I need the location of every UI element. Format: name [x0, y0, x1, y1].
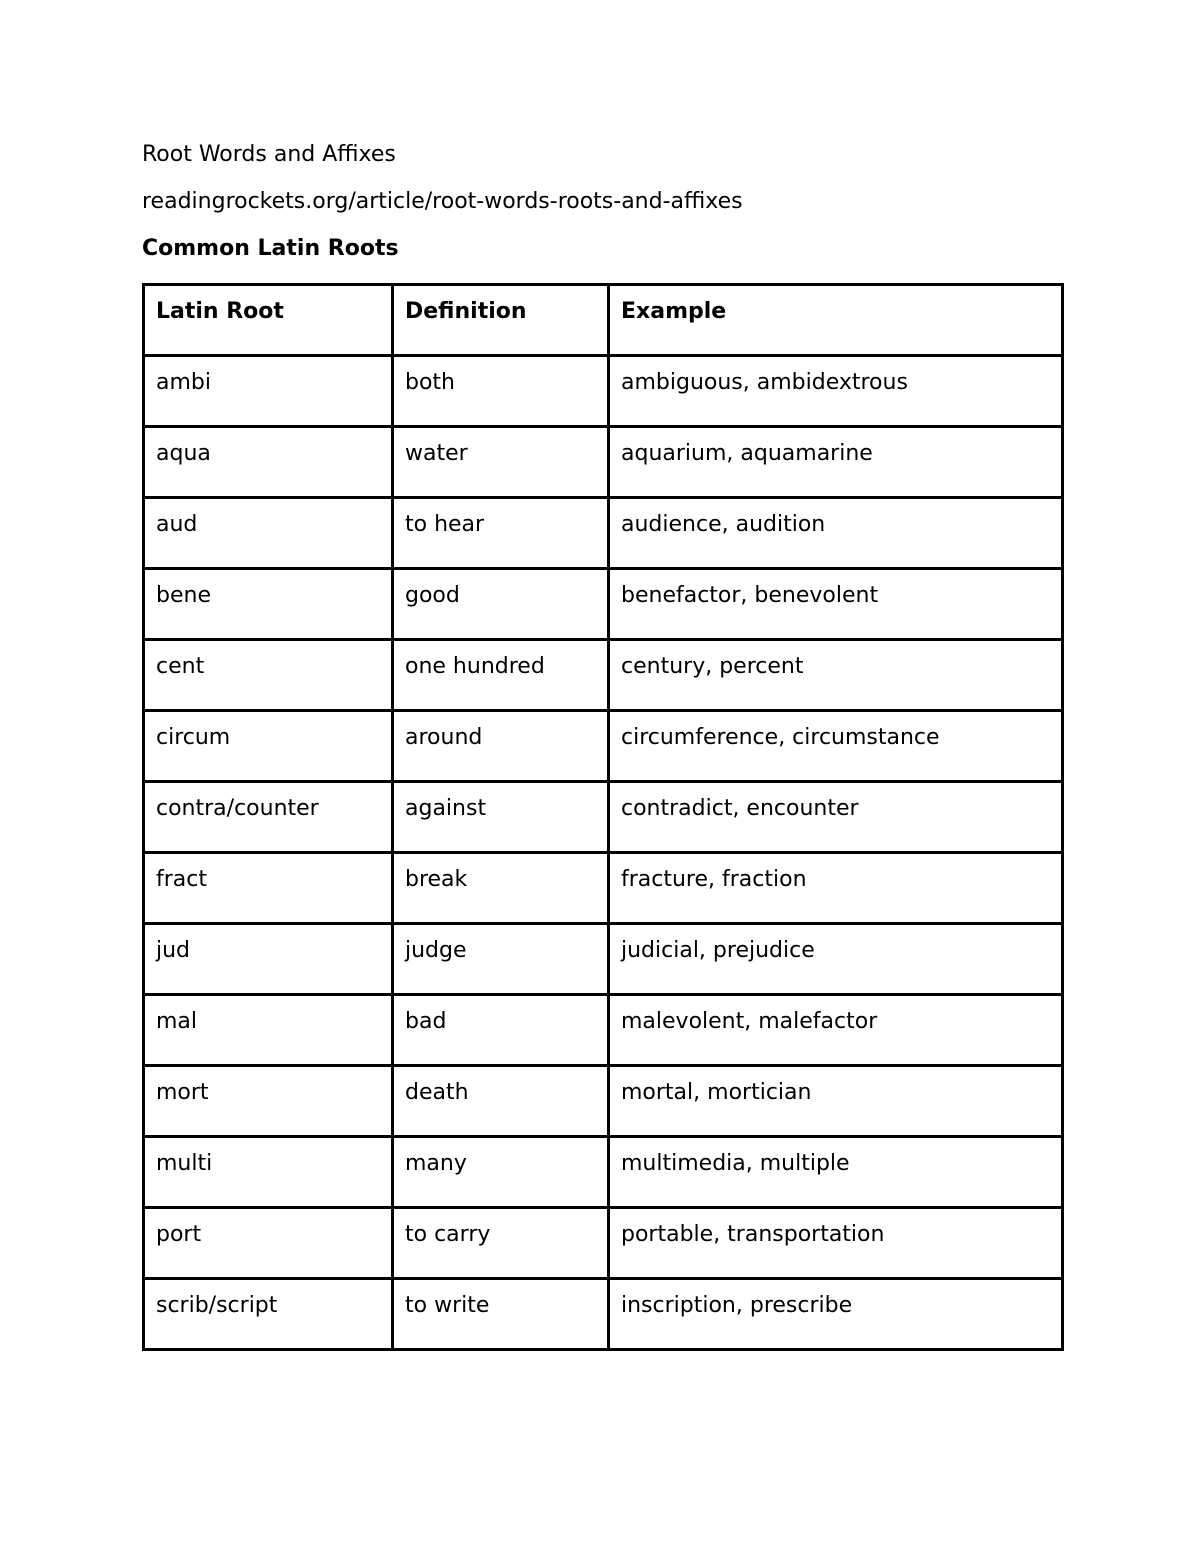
header-example	[609, 285, 1063, 356]
cell-example	[609, 924, 1063, 995]
cell-text: multi	[156, 1151, 213, 1176]
cell-definition	[393, 711, 609, 782]
cell-definition	[393, 1066, 609, 1137]
cell-example	[609, 427, 1063, 498]
section-heading: Common Latin Roots	[142, 236, 399, 261]
cell-latin-root	[144, 995, 393, 1066]
cell-text: to write	[405, 1293, 490, 1318]
cell-example	[609, 995, 1063, 1066]
cell-example	[609, 1279, 1063, 1350]
cell-text: inscription, prescribe	[621, 1293, 853, 1318]
cell-definition	[393, 640, 609, 711]
table-row	[144, 1279, 1063, 1350]
cell-text: century, percent	[621, 654, 804, 679]
cell-definition	[393, 1279, 609, 1350]
cell-text: fracture, fraction	[621, 867, 807, 892]
cell-text: good	[405, 583, 460, 608]
cell-example	[609, 711, 1063, 782]
cell-definition	[393, 356, 609, 427]
cell-text: mort	[156, 1080, 209, 1105]
cell-text: contra/counter	[156, 796, 319, 821]
cell-definition	[393, 853, 609, 924]
cell-text: mal	[156, 1009, 198, 1034]
table-header-row	[144, 285, 1063, 356]
cell-latin-root	[144, 1066, 393, 1137]
table-row	[144, 1066, 1063, 1137]
cell-text: around	[405, 725, 483, 750]
cell-text: aqua	[156, 441, 211, 466]
cell-text: circumference, circumstance	[621, 725, 940, 750]
cell-text: circum	[156, 725, 231, 750]
table-row	[144, 711, 1063, 782]
cell-definition	[393, 427, 609, 498]
header-latin-root	[144, 285, 393, 356]
cell-text: death	[405, 1080, 469, 1105]
cell-latin-root	[144, 1279, 393, 1350]
table-body	[144, 356, 1063, 1350]
cell-text: bene	[156, 583, 211, 608]
table-row	[144, 1137, 1063, 1208]
cell-definition	[393, 569, 609, 640]
cell-text: aud	[156, 512, 198, 537]
cell-text: against	[405, 796, 487, 821]
cell-text: benefactor, benevolent	[621, 583, 879, 608]
cell-text: multimedia, multiple	[621, 1151, 850, 1176]
cell-latin-root	[144, 356, 393, 427]
cell-latin-root	[144, 1137, 393, 1208]
cell-latin-root	[144, 711, 393, 782]
cell-text: ambiguous, ambidextrous	[621, 370, 908, 395]
cell-text: break	[405, 867, 468, 892]
table-row	[144, 782, 1063, 853]
cell-example	[609, 782, 1063, 853]
header-label: Example	[621, 299, 727, 324]
table-row	[144, 995, 1063, 1066]
cell-text: port	[156, 1222, 202, 1247]
cell-example	[609, 569, 1063, 640]
cell-text: jud	[156, 938, 191, 963]
table-row	[144, 569, 1063, 640]
cell-latin-root	[144, 498, 393, 569]
cell-text: aquarium, aquamarine	[621, 441, 873, 466]
document-title: Root Words and Affixes	[142, 142, 396, 167]
cell-latin-root	[144, 924, 393, 995]
table-row	[144, 356, 1063, 427]
cell-example	[609, 498, 1063, 569]
cell-text: malevolent, malefactor	[621, 1009, 878, 1034]
cell-text: judge	[405, 938, 467, 963]
cell-text: water	[405, 441, 468, 466]
cell-example	[609, 640, 1063, 711]
cell-example	[609, 1066, 1063, 1137]
cell-text: audience, audition	[621, 512, 826, 537]
cell-latin-root	[144, 427, 393, 498]
cell-text: contradict, encounter	[621, 796, 859, 821]
cell-text: judicial, prejudice	[621, 938, 815, 963]
source-url: readingrockets.org/article/root-words-roots-and-affixes	[142, 189, 743, 214]
cell-definition	[393, 1208, 609, 1279]
cell-example	[609, 356, 1063, 427]
cell-example	[609, 1137, 1063, 1208]
table-row	[144, 640, 1063, 711]
cell-latin-root	[144, 782, 393, 853]
table-row	[144, 427, 1063, 498]
latin-roots-table	[142, 283, 1064, 1351]
cell-text: cent	[156, 654, 205, 679]
header-definition	[393, 285, 609, 356]
cell-example	[609, 1208, 1063, 1279]
cell-definition	[393, 1137, 609, 1208]
cell-definition	[393, 995, 609, 1066]
cell-definition	[393, 498, 609, 569]
cell-definition	[393, 782, 609, 853]
header-label: Definition	[405, 299, 527, 324]
cell-text: to carry	[405, 1222, 491, 1247]
table-row	[144, 498, 1063, 569]
cell-text: many	[405, 1151, 467, 1176]
table-row	[144, 924, 1063, 995]
cell-text: fract	[156, 867, 207, 892]
cell-text: ambi	[156, 370, 211, 395]
cell-latin-root	[144, 853, 393, 924]
cell-text: portable, transportation	[621, 1222, 885, 1247]
cell-text: scrib/script	[156, 1293, 278, 1318]
cell-text: bad	[405, 1009, 447, 1034]
cell-latin-root	[144, 640, 393, 711]
cell-definition	[393, 924, 609, 995]
cell-text: to hear	[405, 512, 485, 537]
cell-latin-root	[144, 569, 393, 640]
cell-text: both	[405, 370, 455, 395]
cell-latin-root	[144, 1208, 393, 1279]
table-row	[144, 1208, 1063, 1279]
cell-example	[609, 853, 1063, 924]
cell-text: one hundred	[405, 654, 545, 679]
header-label: Latin Root	[156, 299, 284, 324]
cell-text: mortal, mortician	[621, 1080, 812, 1105]
table-row	[144, 853, 1063, 924]
